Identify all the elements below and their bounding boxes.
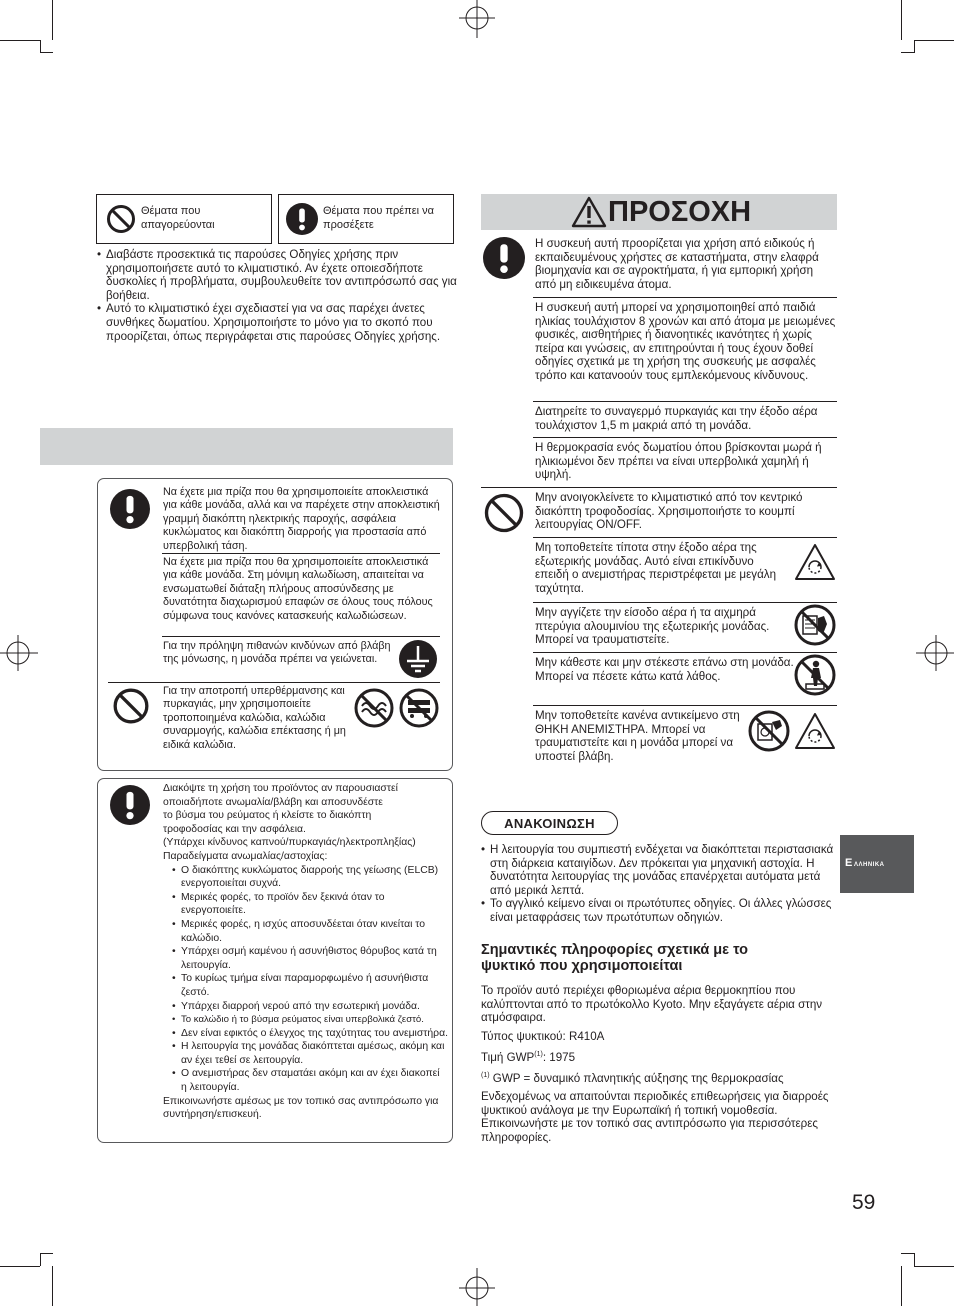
language-tab-rest: ΛΛΗΝΙΚΑ xyxy=(854,862,885,868)
no-modified-cable-icon xyxy=(354,688,394,728)
no-extension-cable-icon xyxy=(399,688,439,728)
legend-prohibited-label: Θέματα που απαγορεύονται xyxy=(141,205,215,231)
caution-prohibited-2: Μη τοποθετείτε τίποτα στην έξοδο αέρα της εξωτερικής μονάδας. Αυτό είναι επικίνδυνο επειδή ο ανεμιστήρας περιστρέφεται με μεγάλη ταχύτητα. xyxy=(535,541,777,595)
mandatory-icon xyxy=(483,237,525,279)
box1-item-1: Να έχετε μια πρίζα που θα χρησιμοποιείτε αποκλειστικά για κάθε μονάδα, αλλά και να παρέχετε στην αποκλειστική γραμμή διακόπτη ηλεκτρικής παροχής, ασφάλεια κυκλώματος και διακόπτη διαρροής για προστασία από υπερβολική τάση. xyxy=(163,486,440,552)
warning-header-bar xyxy=(40,428,453,465)
box2-line-5: (Υπάρχει κίνδυνος καπνού/πυρκαγιάς/ηλεκτροπληξίας) xyxy=(163,837,416,849)
divider xyxy=(533,437,837,438)
notice-label: ΑΝΑΚΟΙΝΩΣΗ xyxy=(481,811,618,835)
warning-box-2 xyxy=(97,778,453,1143)
caution-header xyxy=(481,194,837,230)
box2-example: • Μερικές φορές, η ισχύς αποσυνδέεται όταν κινείται το καλώδιο. xyxy=(172,918,448,945)
caution-mandatory-3: Διατηρείτε το συναγερμό πυρκαγιάς και την έξοδο αέρα τουλάχιστον 1,5 m μακριά από τη μονάδα. xyxy=(535,405,818,432)
notice-text xyxy=(481,843,839,925)
footnote-mark: (1) xyxy=(481,1071,490,1079)
prohibited-icon xyxy=(483,492,525,534)
legend-mandatory-label: Θέματα που πρέπει να προσέξετε xyxy=(323,205,434,231)
footnote-text: GWP = δυναμικό πλανητικής αύξησης της θερμοκρασίας xyxy=(492,1071,784,1085)
box2-example: • Ο ανεμιστήρας δεν σταματάει ακόμη και αν έχει διακοπεί η λειτουργία. xyxy=(172,1067,448,1094)
refrigerant-para-1: Το προϊόν αυτό περιέχει φθοριωμένα αέρια θερμοκηπίου που καλύπτονται από το πρωτόκολλο Kyoto. Μην εξαγάγετε αέρια στην ατμόσφαιρα. xyxy=(481,984,823,1025)
gwp-footnote-mark: (1) xyxy=(534,1051,543,1059)
box2-example: • Η λειτουργία της μονάδας διακόπτεται αμέσως, ακόμη και αν έχει τεθεί σε λειτουργία. xyxy=(172,1040,448,1067)
divider xyxy=(533,652,837,653)
box2-example: • Υπάρχει οσμή καμένου ή ασυνήθιστος θόρυβος κατά τη λειτουργία. xyxy=(172,945,448,972)
warning-box-1 xyxy=(97,478,453,771)
divider xyxy=(533,297,837,298)
divider xyxy=(162,636,440,637)
box2-example: • Ο διακόπτης κυκλώματος διαρροής της γείωσης (ELCB) ενεργοποιείται συχνά. xyxy=(172,864,448,891)
refrigerant-type: Τύπος ψυκτικού: R410A xyxy=(481,1029,605,1043)
notice-bullet-2: • Το αγγλικό κείμενο είναι οι πρωτότυπες οδηγίες. Οι άλλες γλώσσες είναι μεταφράσεις των πρωτότυπων οδηγιών. xyxy=(481,897,839,924)
legend-mandatory xyxy=(278,194,454,244)
mandatory-icon xyxy=(286,203,318,235)
box1-item-3: Για την πρόληψη πιθανών κινδύνων από βλάβη της μόνωσης, η μονάδα πρέπει να γειώνεται. xyxy=(163,640,391,666)
mandatory-icon xyxy=(110,489,150,529)
box2-example: • Το κυρίως τμήμα είναι παραμορφωμένο ή ασυνήθιστα ζεστό. xyxy=(172,972,448,999)
rotating-fan-warning-icon xyxy=(794,543,836,581)
caution-prohibited-3: Μην αγγίζετε την είσοδο αέρα ή τα αιχμηρά πτερύγια αλουμινίου της εξωτερικής μονάδας. Μπορεί να τραυματιστείτε. xyxy=(535,606,770,647)
box2-example: • Το καλώδιο ή το βύσμα ρεύματος είναι υπερβολικά ζεστό. xyxy=(172,1013,448,1027)
caution-prohibited-1: Μην ανοιγοκλείνετε το κλιματιστικό από τον κεντρικό διακόπτη τροφοδοσίας. Χρησιμοποιήστε το κουμπί λειτουργίας ON/OFF. xyxy=(535,491,803,532)
refrigerant-heading: Σημαντικές πληροφορίες σχετικά με το ψυκτικό που χρησιμοποιείται xyxy=(481,942,748,974)
intro-text xyxy=(97,248,457,343)
notice-bullet-1: • Η λειτουργία του συμπιεστή ενδέχεται να διακόπτεται περιστασιακά στη διάρκεια καταιγίδων. Δεν πρόκειται για μηχανική αστοχία. Η δυνατότητα λειτουργίας της μονάδας επανέρχεται αυτόματα μετά από μερικά λεπτά. xyxy=(481,843,839,897)
divider xyxy=(533,537,837,538)
box2-line-4: τροφοδοσίας και την ασφάλεια. xyxy=(163,823,306,835)
divider xyxy=(533,705,837,706)
page-number: 59 xyxy=(852,1191,876,1214)
box1-item-4: Για την αποτροπή υπερθέρμανσης και πυρκαγιάς, μην χρησιμοποιείτε τροποποιημένα καλώδια, καλώδια συναρμογής, καλώδια επέκτασης ή μη ειδικά καλώδια. xyxy=(163,685,346,751)
caution-mandatory-4: Η θερμοκρασία ενός δωματίου όπου βρίσκονται μωρά ή ηλικιωμένοι δεν πρέπει να είναι υπερβολικά χαμηλή ή υψηλή. xyxy=(535,441,822,482)
divider xyxy=(533,602,837,603)
divider xyxy=(481,487,837,488)
refrigerant-section xyxy=(481,984,839,1145)
gwp-label: Τιμή GWP xyxy=(481,1051,535,1065)
prohibited-icon xyxy=(112,687,150,725)
box1-item-2: Να έχετε μια πρίζα που θα χρησιμοποιείτε αποκλειστικά για κάθε μονάδα. Στη μόνιμη καλωδίωση, απαιτείται να ενσωματωθεί διάταξη πλήρους αποσύνδεσης με δυνατότητα διαχωρισμού επαφών σε όλους τους πόλους σύμφωνα τους κανόνες κατασκευής καλωδιώσεων. xyxy=(163,556,433,622)
mandatory-icon xyxy=(110,785,150,825)
box2-text xyxy=(163,782,448,1122)
refrigerant-para-2: Ενδεχομένως να απαιτούνται περιοδικές επιθεωρήσεις για διαρροές ψυκτικού ανάλογα με την Ευρωπαϊκή ή τοπική νομοθεσία. Επικοινωνήστε με τον τοπικό σας αντιπρόσωπο για περισσότερες πληροφορίες. xyxy=(481,1090,829,1145)
box2-example: • Δεν είναι εφικτός ο έλεγχος της ταχύτητας του ανεμιστήρα. xyxy=(172,1027,448,1041)
divider xyxy=(533,401,837,402)
caution-mandatory-1: Η συσκευή αυτή προορίζεται για χρήση από ειδικούς ή εκπαιδευμένους χρήστες σε καταστήματα, στην ελαφρά βιομηχανία και σε αγροκτήματα, ή για εμπορική χρήση από μη ειδικευμένα άτομα. xyxy=(535,237,819,291)
no-touch-fins-icon xyxy=(794,604,836,646)
box2-line-2: οποιαδήποτε ανωμαλία/βλάβη και αποσυνδέστε xyxy=(163,796,383,808)
caution-prohibited-4: Μην κάθεστε και μην στέκεστε επάνω στη μονάδα. Μπορεί να πέσετε κάτω κατά λάθος. xyxy=(535,656,794,683)
refrigerant-gwp xyxy=(481,1048,839,1064)
divider xyxy=(162,553,440,554)
intro-bullet-1: • Διαβάστε προσεκτικά τις παρούσες Οδηγίες χρήσης πριν χρησιμοποιήσετε αυτό το κλιματιστικό. Αν έχετε οποιεσδήποτε δυσκολίες ή προβλήματα, συμβουλευθείτε τον αντιπρόσωπό σας για βοήθεια. xyxy=(97,248,457,302)
no-objects-in-fan-icon xyxy=(748,710,790,752)
legend-prohibited xyxy=(96,194,272,244)
no-standing-on-unit-icon xyxy=(794,654,836,696)
box2-line-3: το βύσμα του ρεύματος ή κλείστε το διακόπτη xyxy=(163,810,372,822)
ground-symbol-icon xyxy=(398,639,438,679)
caution-mandatory-2: Η συσκευή αυτή μπορεί να χρησιμοποιηθεί από παιδιά ηλικίας τουλάχιστον 8 χρονών και από άτομα με μειωμένες φυσικές, αισθητήριες ή διανοητικές ικανότητες ή χωρίς πείρα και γνώσεις, αν επιτηρούνται ή τους έχουν δοθεί οδηγίες σχετικά με τη χρήση της συσκευής με ασφαλές τρόπο και κατανοούν τους εμπλεκόμενους κίνδυνους. xyxy=(535,301,836,382)
caution-title: ΠΡΟΣΟΧΗ xyxy=(608,196,752,228)
rotating-fan-warning-icon xyxy=(794,712,836,750)
refrigerant-footnote xyxy=(481,1069,839,1085)
box2-line-6: Παραδείγματα ανωμαλίας/αστοχίας: xyxy=(163,850,328,862)
language-tab xyxy=(840,835,914,893)
box2-line-1: Διακόψτε τη χρήση του προϊόντος αν παρουσιαστεί xyxy=(163,783,398,794)
prohibited-icon xyxy=(106,204,136,234)
box2-footer: Επικοινωνήστε αμέσως με τον τοπικό σας αντιπρόσωπο για συντήρηση/επισκευή. xyxy=(163,1095,439,1121)
box2-example: • Υπάρχει διαρροή νερού από την εσωτερική μονάδα. xyxy=(172,1000,448,1014)
language-tab-initial: E xyxy=(845,857,853,869)
intro-bullet-2: • Αυτό το κλιματιστικό έχει σχεδιαστεί για να σας παρέχει άνετες συνθήκες δωματίου. Χρησιμοποιήστε το μόνο για το σκοπό που προορίζεται, όπως περιγράφεται στις παρούσες Οδηγίες χρήσης. xyxy=(97,302,457,343)
warning-triangle-icon xyxy=(571,196,607,228)
caution-prohibited-5: Μην τοποθετείτε κανένα αντικείμενο στη ΘΗΚΗ ΑΝΕΜΙΣΤΗΡΑ. Μπορεί να τραυματιστείτε και η μονάδα μπορεί να υποστεί βλάβη. xyxy=(535,709,740,763)
box2-example: • Μερικές φορές, το προϊόν δεν ξεκινά όταν το ενεργοποιείτε. xyxy=(172,891,448,918)
divider xyxy=(108,682,440,683)
gwp-value: : 1975 xyxy=(542,1051,576,1065)
